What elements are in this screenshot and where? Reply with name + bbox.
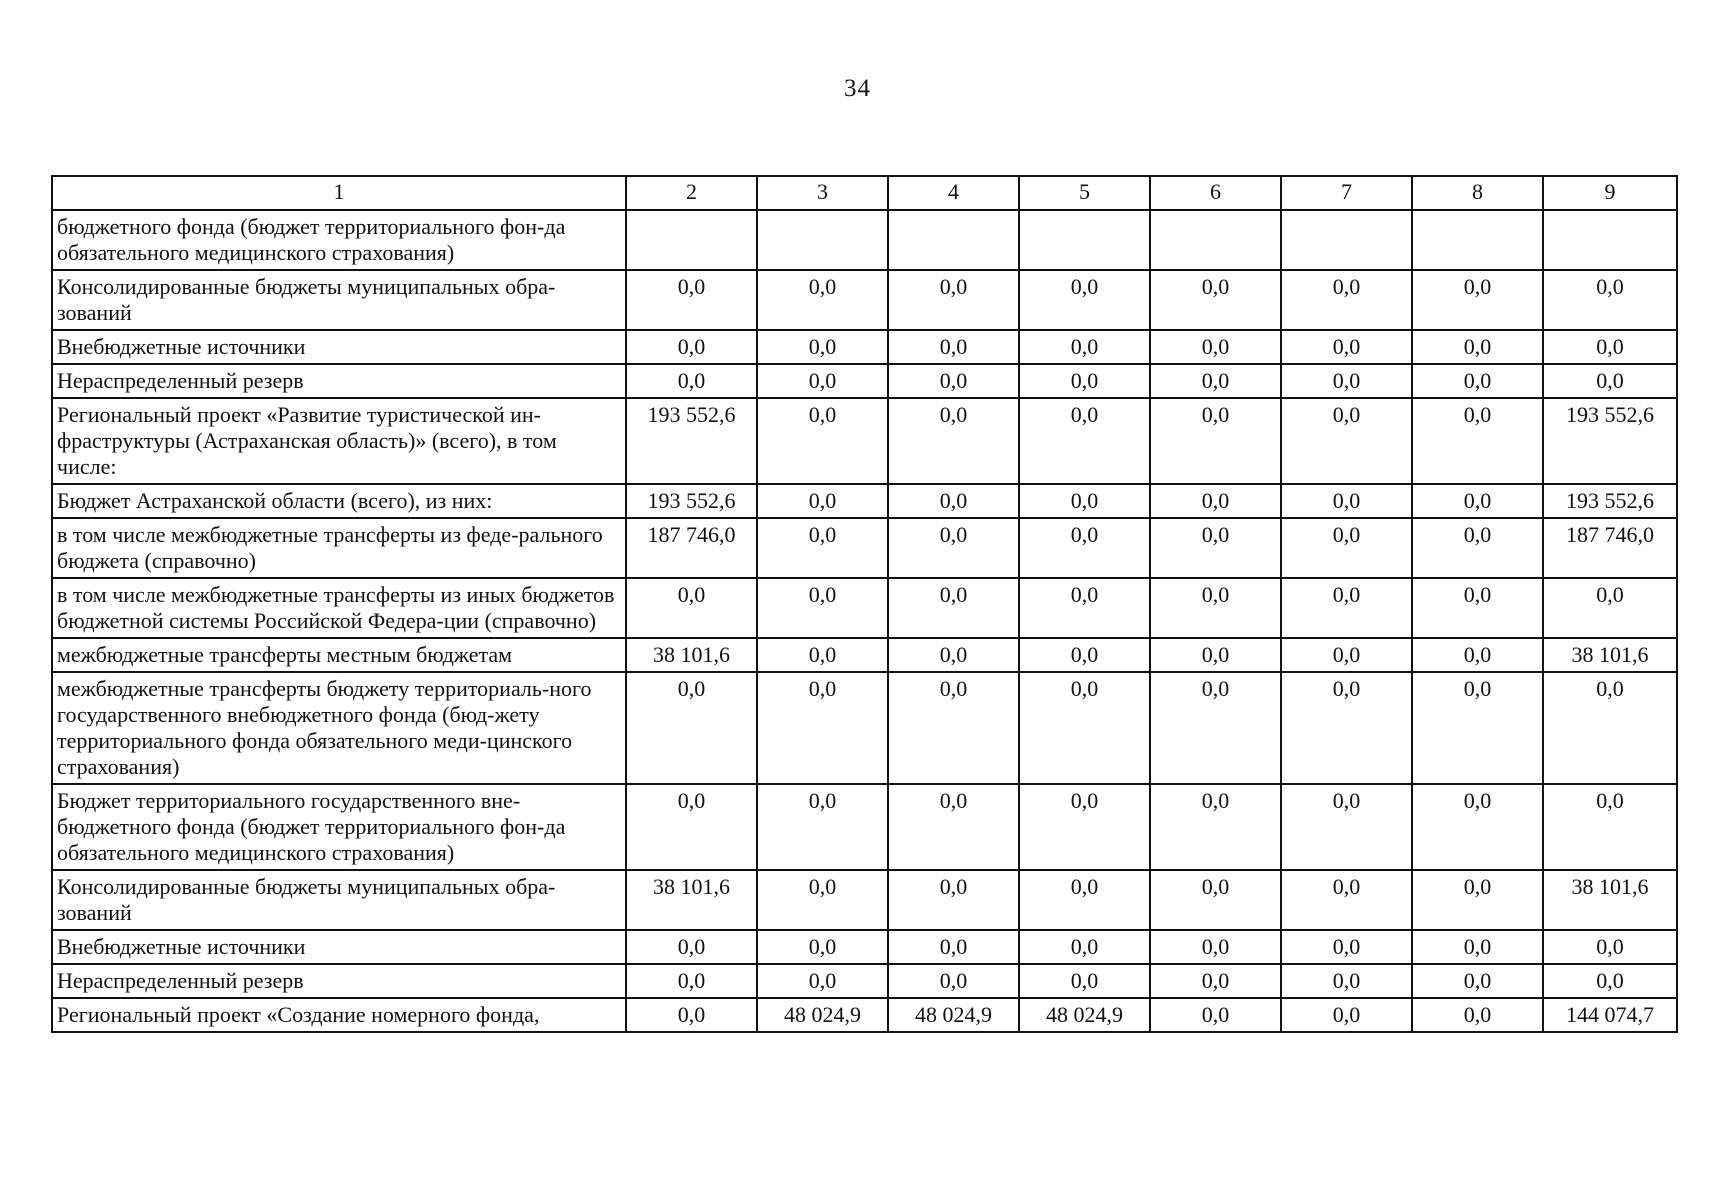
value-cell-col-2: 0,0 [626, 672, 757, 784]
value-cell-col-3: 0,0 [757, 638, 888, 672]
value-cell-col-3: 0,0 [757, 784, 888, 870]
value-cell-col-2: 187 746,0 [626, 518, 757, 578]
value-cell-col-2: 0,0 [626, 964, 757, 998]
value-cell-col-6: 0,0 [1150, 964, 1281, 998]
table-row [52, 930, 1677, 964]
value-cell-col-9: 187 746,0 [1543, 518, 1677, 578]
value-cell-col-6: 0,0 [1150, 672, 1281, 784]
value-cell-col-6: 0,0 [1150, 270, 1281, 330]
value-cell-col-7: 0,0 [1281, 784, 1412, 870]
value-cell-col-5: 0,0 [1019, 484, 1150, 518]
row-label: Внебюджетные источники [52, 330, 626, 364]
value-cell-col-9: 0,0 [1543, 964, 1677, 998]
value-cell-col-4: 0,0 [888, 672, 1019, 784]
budget-table [51, 175, 1678, 1033]
table-row [52, 270, 1677, 330]
value-cell-col-8: 0,0 [1412, 964, 1543, 998]
row-label: бюджетного фонда (бюджет территориального фон-да обязательного медицинского страхования) [52, 210, 626, 270]
value-cell-col-2: 0,0 [626, 930, 757, 964]
column-header: 9 [1543, 176, 1677, 210]
table-row [52, 964, 1677, 998]
value-cell-col-5: 0,0 [1019, 364, 1150, 398]
value-cell-col-7: 0,0 [1281, 270, 1412, 330]
value-cell-col-7: 0,0 [1281, 518, 1412, 578]
table-row [52, 870, 1677, 930]
value-cell-col-4: 0,0 [888, 270, 1019, 330]
value-cell-col-9: 144 074,7 [1543, 998, 1677, 1032]
value-cell-col-5: 0,0 [1019, 330, 1150, 364]
value-cell-col-2 [626, 210, 757, 270]
table-row [52, 638, 1677, 672]
value-cell-col-8: 0,0 [1412, 364, 1543, 398]
value-cell-col-6: 0,0 [1150, 330, 1281, 364]
value-cell-col-8: 0,0 [1412, 998, 1543, 1032]
value-cell-col-2: 193 552,6 [626, 398, 757, 484]
value-cell-col-5: 0,0 [1019, 870, 1150, 930]
value-cell-col-7: 0,0 [1281, 964, 1412, 998]
value-cell-col-3: 0,0 [757, 672, 888, 784]
row-label: Нераспределенный резерв [52, 964, 626, 998]
value-cell-col-6: 0,0 [1150, 484, 1281, 518]
value-cell-col-3: 0,0 [757, 578, 888, 638]
value-cell-col-4: 0,0 [888, 398, 1019, 484]
value-cell-col-7 [1281, 210, 1412, 270]
value-cell-col-2: 0,0 [626, 998, 757, 1032]
value-cell-col-5: 0,0 [1019, 518, 1150, 578]
value-cell-col-7: 0,0 [1281, 870, 1412, 930]
value-cell-col-7: 0,0 [1281, 998, 1412, 1032]
value-cell-col-8: 0,0 [1412, 518, 1543, 578]
value-cell-col-9: 0,0 [1543, 364, 1677, 398]
column-header: 6 [1150, 176, 1281, 210]
value-cell-col-4: 0,0 [888, 578, 1019, 638]
value-cell-col-3: 0,0 [757, 270, 888, 330]
row-label: Региональный проект «Развитие туристической ин-фраструктуры (Астраханская область)» (всего), в том числе: [52, 398, 626, 484]
value-cell-col-2: 38 101,6 [626, 638, 757, 672]
value-cell-col-6: 0,0 [1150, 398, 1281, 484]
value-cell-col-3 [757, 210, 888, 270]
value-cell-col-6: 0,0 [1150, 870, 1281, 930]
value-cell-col-2: 0,0 [626, 364, 757, 398]
value-cell-col-4: 0,0 [888, 638, 1019, 672]
value-cell-col-5 [1019, 210, 1150, 270]
column-number-row [52, 176, 1677, 210]
value-cell-col-4: 0,0 [888, 784, 1019, 870]
value-cell-col-9: 0,0 [1543, 330, 1677, 364]
value-cell-col-9: 0,0 [1543, 672, 1677, 784]
value-cell-col-9: 193 552,6 [1543, 484, 1677, 518]
table-row [52, 210, 1677, 270]
value-cell-col-7: 0,0 [1281, 638, 1412, 672]
value-cell-col-3: 0,0 [757, 964, 888, 998]
value-cell-col-5: 0,0 [1019, 270, 1150, 330]
value-cell-col-8 [1412, 210, 1543, 270]
value-cell-col-8: 0,0 [1412, 578, 1543, 638]
row-label: межбюджетные трансферты бюджету территориаль-ного государственного внебюджетного фонда (бюд-жету территориального фонда обязательного меди-цинского страхования) [52, 672, 626, 784]
row-label: Бюджет территориального государственного вне-бюджетного фонда (бюджет территориального фон-да обязательного медицинского страхования) [52, 784, 626, 870]
value-cell-col-8: 0,0 [1412, 870, 1543, 930]
table-row [52, 364, 1677, 398]
value-cell-col-2: 193 552,6 [626, 484, 757, 518]
value-cell-col-9: 0,0 [1543, 930, 1677, 964]
value-cell-col-8: 0,0 [1412, 930, 1543, 964]
value-cell-col-6: 0,0 [1150, 930, 1281, 964]
value-cell-col-6: 0,0 [1150, 638, 1281, 672]
table-row [52, 672, 1677, 784]
value-cell-col-3: 0,0 [757, 518, 888, 578]
value-cell-col-7: 0,0 [1281, 364, 1412, 398]
value-cell-col-3: 0,0 [757, 930, 888, 964]
table-row [52, 330, 1677, 364]
value-cell-col-6: 0,0 [1150, 518, 1281, 578]
value-cell-col-6: 0,0 [1150, 784, 1281, 870]
column-header: 2 [626, 176, 757, 210]
value-cell-col-4: 0,0 [888, 930, 1019, 964]
value-cell-col-2: 38 101,6 [626, 870, 757, 930]
table-row [52, 518, 1677, 578]
value-cell-col-4 [888, 210, 1019, 270]
value-cell-col-7: 0,0 [1281, 578, 1412, 638]
value-cell-col-4: 0,0 [888, 870, 1019, 930]
value-cell-col-3: 48 024,9 [757, 998, 888, 1032]
value-cell-col-4: 48 024,9 [888, 998, 1019, 1032]
row-label: Консолидированные бюджеты муниципальных обра-зований [52, 870, 626, 930]
value-cell-col-5: 0,0 [1019, 638, 1150, 672]
row-label: Внебюджетные источники [52, 930, 626, 964]
value-cell-col-3: 0,0 [757, 870, 888, 930]
table-row [52, 784, 1677, 870]
value-cell-col-2: 0,0 [626, 270, 757, 330]
table-body [52, 210, 1677, 1032]
value-cell-col-6: 0,0 [1150, 578, 1281, 638]
value-cell-col-9: 193 552,6 [1543, 398, 1677, 484]
value-cell-col-5: 48 024,9 [1019, 998, 1150, 1032]
page-number: 34 [844, 75, 871, 102]
table-row [52, 398, 1677, 484]
value-cell-col-3: 0,0 [757, 398, 888, 484]
column-header: 4 [888, 176, 1019, 210]
value-cell-col-2: 0,0 [626, 578, 757, 638]
value-cell-col-6: 0,0 [1150, 364, 1281, 398]
value-cell-col-2: 0,0 [626, 330, 757, 364]
value-cell-col-8: 0,0 [1412, 330, 1543, 364]
value-cell-col-5: 0,0 [1019, 784, 1150, 870]
value-cell-col-5: 0,0 [1019, 578, 1150, 638]
value-cell-col-9: 38 101,6 [1543, 870, 1677, 930]
table-header [52, 176, 1677, 210]
value-cell-col-2: 0,0 [626, 784, 757, 870]
value-cell-col-5: 0,0 [1019, 930, 1150, 964]
value-cell-col-3: 0,0 [757, 484, 888, 518]
value-cell-col-9: 38 101,6 [1543, 638, 1677, 672]
row-label: Нераспределенный резерв [52, 364, 626, 398]
row-label: Бюджет Астраханской области (всего), из них: [52, 484, 626, 518]
value-cell-col-8: 0,0 [1412, 672, 1543, 784]
value-cell-col-5: 0,0 [1019, 398, 1150, 484]
value-cell-col-6: 0,0 [1150, 998, 1281, 1032]
value-cell-col-9 [1543, 210, 1677, 270]
table-row [52, 578, 1677, 638]
value-cell-col-9: 0,0 [1543, 578, 1677, 638]
value-cell-col-9: 0,0 [1543, 784, 1677, 870]
row-label: Региональный проект «Создание номерного фонда, [52, 998, 626, 1032]
value-cell-col-7: 0,0 [1281, 930, 1412, 964]
value-cell-col-7: 0,0 [1281, 398, 1412, 484]
column-header: 5 [1019, 176, 1150, 210]
column-header: 7 [1281, 176, 1412, 210]
value-cell-col-9: 0,0 [1543, 270, 1677, 330]
value-cell-col-5: 0,0 [1019, 964, 1150, 998]
row-label: в том числе межбюджетные трансферты из иных бюджетов бюджетной системы Российской Федера-ции (справочно) [52, 578, 626, 638]
table-row [52, 998, 1677, 1032]
value-cell-col-6 [1150, 210, 1281, 270]
column-header: 8 [1412, 176, 1543, 210]
value-cell-col-5: 0,0 [1019, 672, 1150, 784]
value-cell-col-8: 0,0 [1412, 398, 1543, 484]
value-cell-col-8: 0,0 [1412, 270, 1543, 330]
value-cell-col-7: 0,0 [1281, 330, 1412, 364]
value-cell-col-8: 0,0 [1412, 638, 1543, 672]
value-cell-col-8: 0,0 [1412, 484, 1543, 518]
value-cell-col-4: 0,0 [888, 484, 1019, 518]
column-header: 1 [52, 176, 626, 210]
table-row [52, 484, 1677, 518]
column-header: 3 [757, 176, 888, 210]
value-cell-col-3: 0,0 [757, 364, 888, 398]
value-cell-col-7: 0,0 [1281, 484, 1412, 518]
value-cell-col-4: 0,0 [888, 518, 1019, 578]
value-cell-col-8: 0,0 [1412, 784, 1543, 870]
value-cell-col-4: 0,0 [888, 330, 1019, 364]
row-label: Консолидированные бюджеты муниципальных обра-зований [52, 270, 626, 330]
value-cell-col-4: 0,0 [888, 364, 1019, 398]
value-cell-col-4: 0,0 [888, 964, 1019, 998]
row-label: межбюджетные трансферты местным бюджетам [52, 638, 626, 672]
row-label: в том числе межбюджетные трансферты из феде-рального бюджета (справочно) [52, 518, 626, 578]
value-cell-col-7: 0,0 [1281, 672, 1412, 784]
value-cell-col-3: 0,0 [757, 330, 888, 364]
